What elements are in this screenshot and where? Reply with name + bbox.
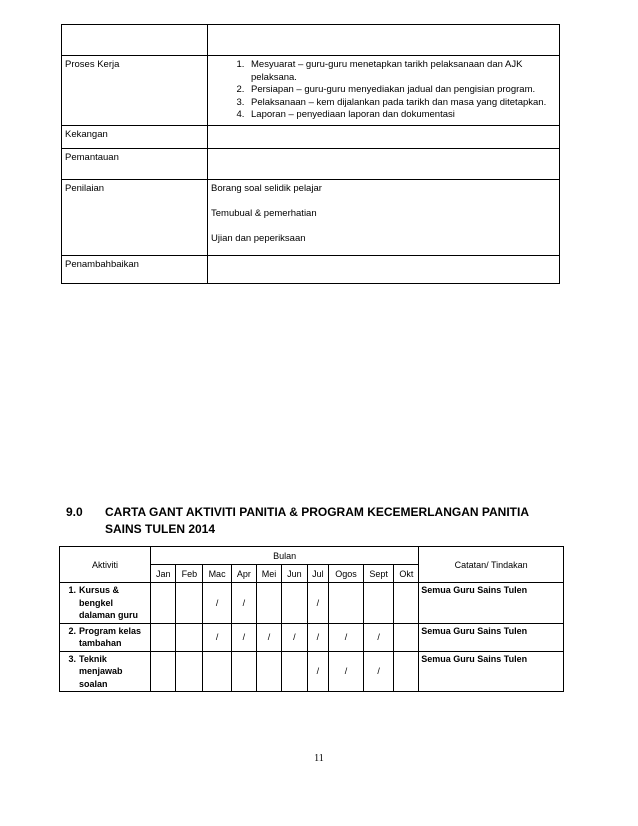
month-mark-cell [231,651,256,692]
month-header: Sept [363,565,394,583]
month-mark-cell: / [307,623,329,651]
activity-number: 1. [68,585,76,595]
month-mark-cell: / [329,623,364,651]
month-mark-cell [282,651,307,692]
process-step: 3. Pelaksanaan – kem dijalankan pada tarikh dan masa yang ditetapkan. [247,97,556,110]
plan-row-label: Pemantauan [62,148,208,179]
month-mark-cell: / [231,623,256,651]
evaluation-item: Ujian dan peperiksaan [211,232,306,244]
month-group-header: Bulan [151,547,419,565]
activity-cell [60,583,151,624]
plan-row-value [208,255,560,283]
plan-row-blank [62,25,560,56]
month-mark-cell [394,623,419,651]
month-mark-cell [363,583,394,624]
month-header: Apr [231,565,256,583]
activity-header: Aktiviti [60,547,151,583]
month-mark-cell: / [307,583,329,624]
plan-row-value [208,148,560,179]
activity-name: Kursus & bengkel dalaman guru [79,585,139,620]
process-step: 4. Laporan – penyediaan laporan dan dokumentasi [247,109,556,122]
process-step: 2. Persiapan – guru-guru menyediakan jadual dan pengisian program. [247,84,556,97]
month-mark-cell [176,583,203,624]
month-mark-cell [394,651,419,692]
month-header: Jul [307,565,329,583]
plan-row-proses-kerja [62,56,560,126]
month-header: Okt [394,565,419,583]
activity-number: 2. [68,625,76,636]
gantt-table [59,546,564,692]
month-mark-cell [203,651,232,692]
month-mark-cell: / [282,623,307,651]
month-mark-cell [282,583,307,624]
activity-note: Semua Guru Sains Tulen [419,623,564,651]
month-mark-cell: / [363,623,394,651]
month-mark-cell: / [363,651,394,692]
plan-row-label [62,25,208,56]
plan-row-label: Penilaian [62,179,208,255]
evaluation-item: Borang soal selidik pelajar [211,182,322,194]
page-number: 11 [314,753,324,764]
month-mark-cell [329,583,364,624]
gantt-activity-row [60,623,564,651]
month-mark-cell: / [203,623,232,651]
plan-row-value [208,179,560,255]
evaluation-item: Temubual & pemerhatian [211,207,317,219]
activity-note: Semua Guru Sains Tulen [419,651,564,692]
gantt-body [60,583,564,692]
month-mark-cell [151,583,176,624]
month-mark-cell [256,651,281,692]
month-mark-cell [176,651,203,692]
month-mark-cell [394,583,419,624]
section-number: 9.0 [66,505,83,519]
gantt-activity-row [60,583,564,624]
month-mark-cell [151,651,176,692]
gantt-header-row [60,547,564,565]
month-header: Mei [256,565,281,583]
month-mark-cell [151,623,176,651]
process-step: 1. Mesyuarat – guru-guru menetapkan tarikh pelaksanaan dan AJK pelaksana. [247,59,556,84]
plan-row-kekangan [62,125,560,148]
plan-row-penilaian [62,179,560,255]
notes-header: Catatan/ Tindakan [419,547,564,583]
activity-number: 3. [68,653,76,664]
plan-row-value [208,56,560,126]
activity-cell [60,623,151,651]
month-mark-cell [176,623,203,651]
activity-name: Teknik menjawab soalan [79,653,123,689]
month-mark-cell: / [307,651,329,692]
month-mark-cell: / [329,651,364,692]
gantt-activity-row [60,651,564,692]
month-header: Jun [282,565,307,583]
month-header: Feb [176,565,203,583]
plan-row-penambahbaikan [62,255,560,283]
month-mark-cell: / [203,583,232,624]
activity-name: Program kelas tambahan [79,625,142,648]
month-header: Mac [203,565,232,583]
month-header: Jan [151,565,176,583]
section-title: CARTA GANT AKTIVITI PANITIA & PROGRAM KECEMERLANGAN PANITIA SAINS TULEN 2014 [105,505,529,536]
plan-row-label: Kekangan [62,125,208,148]
activity-cell [60,651,151,692]
month-mark-cell [256,583,281,624]
plan-row-pemantauan [62,148,560,179]
plan-row-label: Proses Kerja [62,56,208,126]
plan-row-value [208,25,560,56]
activity-note: Semua Guru Sains Tulen [419,583,564,624]
month-mark-cell: / [256,623,281,651]
process-steps-list [211,59,556,122]
plan-row-label: Penambahbaikan [62,255,208,283]
plan-row-value [208,125,560,148]
month-header: Ogos [329,565,364,583]
month-mark-cell: / [231,583,256,624]
plan-table [61,24,560,284]
